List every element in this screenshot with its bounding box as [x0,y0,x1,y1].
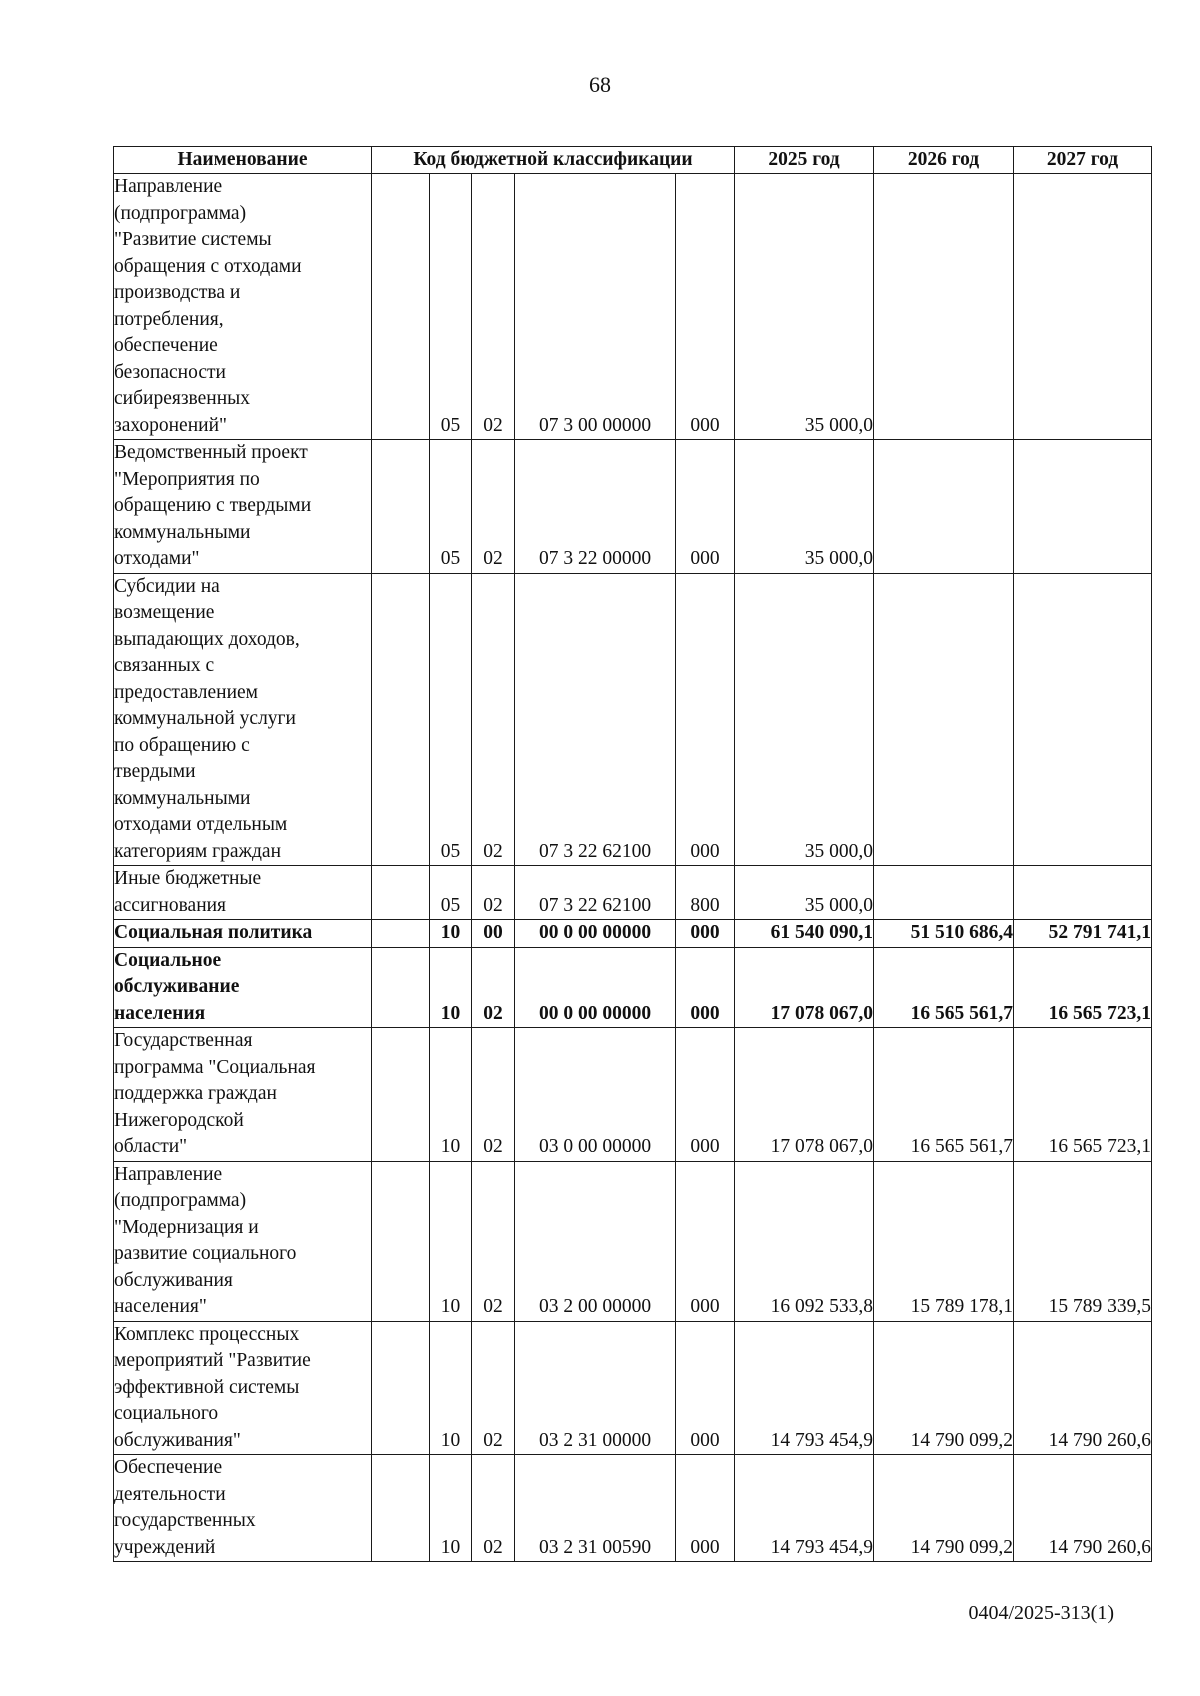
code-subsection: 02 [472,1028,515,1162]
row-name-line: производства и [114,282,241,303]
row-name [114,1028,372,1162]
code-target-article: 00 0 00 00000 [515,947,676,1028]
code-subsection: 02 [472,573,515,866]
row-name-line: твердыми [114,761,196,782]
row-name-line: мероприятий "Развитие [114,1350,311,1371]
amount-2025: 17 078 067,0 [735,947,874,1028]
code-target-article: 07 3 22 62100 [515,866,676,920]
row-name-line: Обеспечение [114,1457,223,1478]
code-col-1 [372,1321,430,1455]
code-section: 05 [430,866,472,920]
row-name-line: коммунальными [114,521,251,543]
table-row [114,1321,1152,1455]
table-header-row [114,147,1152,174]
code-expense-type: 000 [676,174,735,440]
code-col-1 [372,920,430,948]
amount-2025: 14 793 454,9 [735,1321,874,1455]
code-expense-type: 000 [676,1321,735,1455]
amount-2025: 14 793 454,9 [735,1455,874,1562]
row-name [114,1455,372,1562]
row-name-line: Субсидии на [114,575,220,597]
code-target-article: 07 3 00 00000 [515,174,676,440]
row-name-line: коммунальной услуги [114,708,296,729]
code-target-article: 03 0 00 00000 [515,1028,676,1162]
row-name-line: потребления, [114,308,224,330]
row-name-line: деятельности [114,1483,226,1505]
row-name-line: Иные бюджетные [114,868,262,889]
amount-2027: 14 790 260,6 [1014,1321,1152,1455]
code-target-article: 07 3 22 62100 [515,573,676,866]
row-name-line: выпадающих доходов, [114,628,300,650]
amount-2027: 16 565 723,1 [1014,947,1152,1028]
row-name-line: эффективной системы [114,1376,300,1398]
code-col-1 [372,947,430,1028]
row-name-line: (подпрограмма) [114,202,247,224]
row-name-line: "Развитие системы [114,229,272,250]
table-row [114,866,1152,920]
row-name-line: Нижегородской [114,1109,244,1131]
code-subsection: 02 [472,440,515,574]
row-name-line: Социальная политика [114,922,313,943]
row-name-line: учреждений [114,1536,216,1558]
row-name-line: обращения с отходами [114,255,302,277]
code-expense-type: 000 [676,1455,735,1562]
row-name [114,1321,372,1455]
code-subsection: 02 [472,1161,515,1321]
amount-2027 [1014,573,1152,866]
row-name-line: Социальное [114,949,222,971]
code-expense-type: 000 [676,1161,735,1321]
amount-2025: 16 092 533,8 [735,1161,874,1321]
amount-2026 [874,866,1014,920]
row-name-line: поддержка граждан [114,1083,277,1104]
code-subsection: 02 [472,1321,515,1455]
document-code: 0404/2025-313(1) [968,1602,1114,1624]
code-subsection: 02 [472,1455,515,1562]
header-name: Наименование [114,147,372,174]
amount-2025: 17 078 067,0 [735,1028,874,1162]
row-name-line: предоставлением [114,681,259,703]
code-section: 05 [430,174,472,440]
amount-2026: 51 510 686,4 [874,920,1014,948]
amount-2026 [874,174,1014,440]
row-name-line: обеспечение [114,335,218,356]
row-name-line: обращению с твердыми [114,495,312,516]
row-name-line: захоронений" [114,414,227,436]
code-section: 10 [430,920,472,948]
code-col-1 [372,573,430,866]
code-expense-type: 800 [676,866,735,920]
code-expense-type: 000 [676,920,735,948]
row-name-line: безопасности [114,361,226,383]
table-row [114,1028,1152,1162]
amount-2027 [1014,174,1152,440]
table-row [114,573,1152,866]
amount-2025: 61 540 090,1 [735,920,874,948]
row-name-line: отходами" [114,548,200,569]
row-name-line: государственных [114,1510,256,1531]
code-section: 05 [430,573,472,866]
row-name-line: развитие социального [114,1243,297,1264]
row-name-line: Направление [114,176,223,197]
row-name-line: возмещение [114,602,215,623]
row-name-line: связанных с [114,655,215,676]
code-section: 10 [430,1321,472,1455]
row-name-line: отходами отдельным [114,814,288,835]
code-subsection: 00 [472,920,515,948]
code-target-article: 07 3 22 00000 [515,440,676,574]
row-name-line: по обращению с [114,734,250,756]
row-name [114,174,372,440]
row-name-line: обслуживания [114,1269,233,1291]
row-name-line: Государственная [114,1030,253,1051]
row-name-line: программа "Социальная [114,1056,316,1078]
amount-2027: 15 789 339,5 [1014,1161,1152,1321]
code-expense-type: 000 [676,1028,735,1162]
amount-2025: 35 000,0 [735,440,874,574]
row-name-line: Ведомственный проект [114,442,308,463]
row-name-line: "Мероприятия по [114,468,260,490]
amount-2027: 52 791 741,1 [1014,920,1152,948]
page-number: 68 [589,72,611,97]
table-row [114,920,1152,948]
code-expense-type: 000 [676,947,735,1028]
code-expense-type: 000 [676,440,735,574]
amount-2027: 14 790 260,6 [1014,1455,1152,1562]
row-name-line: категориям граждан [114,840,282,862]
amount-2026: 14 790 099,2 [874,1321,1014,1455]
code-col-1 [372,1028,430,1162]
row-name-line: коммунальными [114,787,251,809]
amount-2025: 35 000,0 [735,174,874,440]
amount-2026: 16 565 561,7 [874,1028,1014,1162]
code-section: 10 [430,947,472,1028]
code-section: 10 [430,1455,472,1562]
row-name [114,947,372,1028]
code-section: 10 [430,1028,472,1162]
header-code: Код бюджетной классификации [372,147,735,174]
code-target-article: 00 0 00 00000 [515,920,676,948]
amount-2027 [1014,440,1152,574]
amount-2027 [1014,866,1152,920]
code-section: 10 [430,1161,472,1321]
row-name-line: населения [114,1002,206,1024]
amount-2026: 15 789 178,1 [874,1161,1014,1321]
code-expense-type: 000 [676,573,735,866]
amount-2026 [874,440,1014,574]
table-row [114,947,1152,1028]
table-row [114,174,1152,440]
row-name-line: социального [114,1403,219,1424]
row-name-line: обслуживания" [114,1429,241,1451]
code-target-article: 03 2 31 00000 [515,1321,676,1455]
row-name-line: населения" [114,1296,207,1317]
row-name-line: обслуживание [114,976,240,997]
code-col-1 [372,1455,430,1562]
amount-2025: 35 000,0 [735,866,874,920]
amount-2026: 14 790 099,2 [874,1455,1014,1562]
code-col-1 [372,174,430,440]
code-target-article: 03 2 31 00590 [515,1455,676,1562]
row-name-line: Направление [114,1163,223,1185]
row-name-line: ассигнования [114,894,227,916]
code-subsection: 02 [472,947,515,1028]
code-col-1 [372,1161,430,1321]
code-target-article: 03 2 00 00000 [515,1161,676,1321]
row-name-line: (подпрограмма) [114,1190,247,1211]
header-2025: 2025 год [735,147,874,174]
row-name-line: "Модернизация и [114,1216,259,1238]
code-subsection: 02 [472,174,515,440]
row-name-line: области" [114,1136,188,1157]
code-subsection: 02 [472,866,515,920]
code-col-1 [372,440,430,574]
table-row [114,1455,1152,1562]
code-section: 05 [430,440,472,574]
amount-2025: 35 000,0 [735,573,874,866]
budget-table [113,146,1152,1562]
table-row [114,440,1152,574]
row-name [114,573,372,866]
header-2026: 2026 год [874,147,1014,174]
amount-2026: 16 565 561,7 [874,947,1014,1028]
row-name-line: Комплекс процессных [114,1323,300,1345]
row-name [114,1161,372,1321]
amount-2027: 16 565 723,1 [1014,1028,1152,1162]
row-name [114,440,372,574]
row-name [114,866,372,920]
row-name-line: сибиреязвенных [114,388,250,409]
amount-2026 [874,573,1014,866]
row-name [114,920,372,948]
header-2027: 2027 год [1014,147,1152,174]
table-body [114,174,1152,1562]
code-col-1 [372,866,430,920]
table-row [114,1161,1152,1321]
